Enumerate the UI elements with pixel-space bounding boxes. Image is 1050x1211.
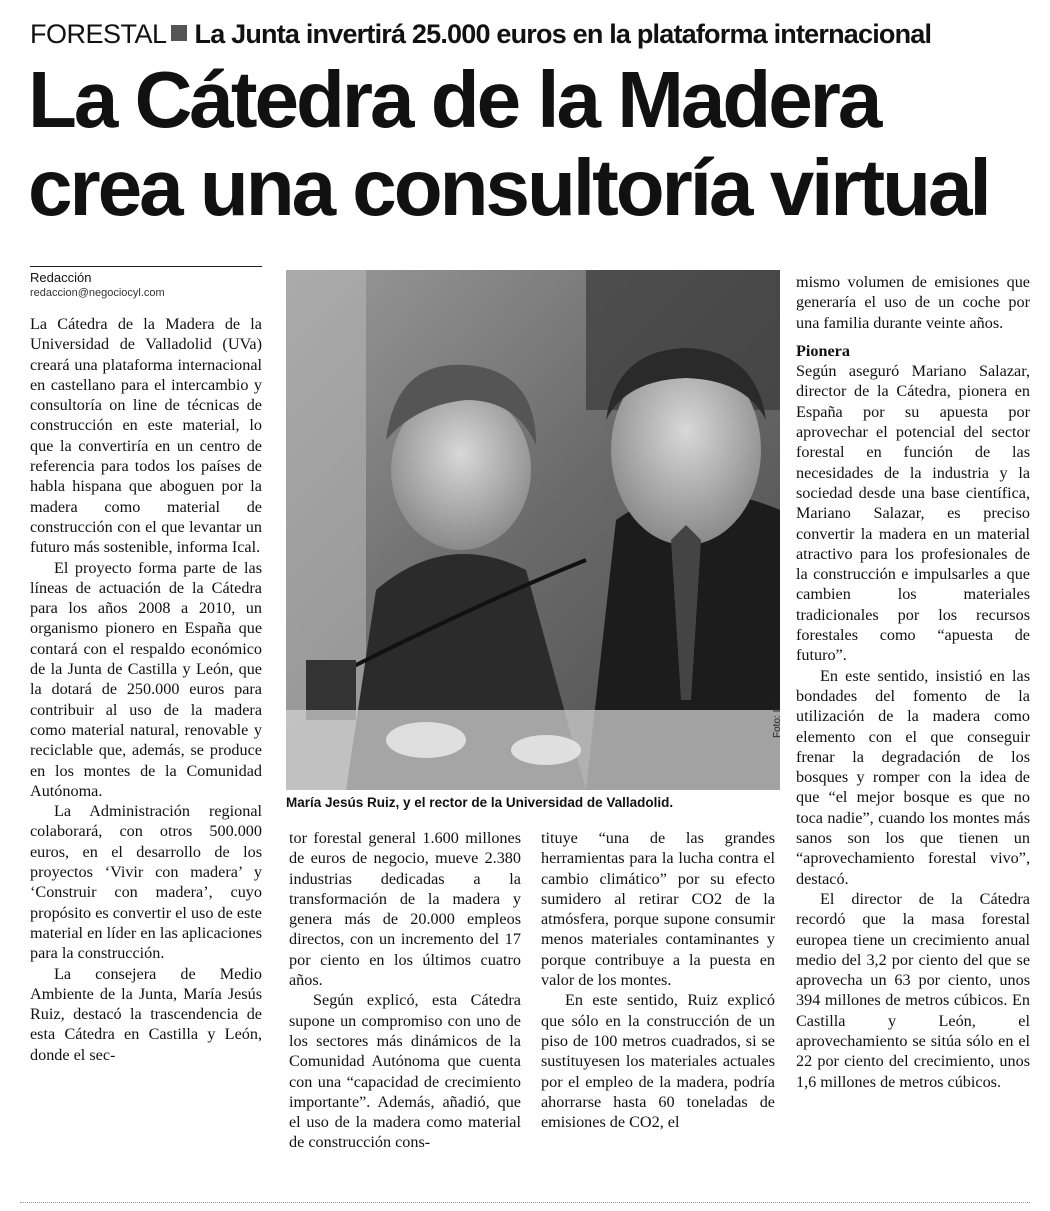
paragraph: Según explicó, esta Cátedra supone un compromiso con uno de los sectores más dinámicos de la Comunidad Autónoma que cuenta con una “capacidad de crecimiento importante”. Además, añadió, que el uso de la madera como material de construcción cons- bbox=[289, 991, 521, 1152]
headline-line-1: La Cátedra de la Madera bbox=[28, 55, 880, 144]
article-column-2 bbox=[289, 828, 521, 1198]
paragraph: El proyecto forma parte de las líneas de actuación de la Cátedra para los años 2008 a 2010, un organismo pionero en España que contará con el respaldo económico de la Junta de Castilla y León, que la dotará de 250.000 euros para contribuir al uso de la madera como material natural, renovable y reciclable que, además, se produce en los montes de la Comunidad Autónoma. bbox=[30, 558, 262, 800]
paragraph: En este sentido, Ruiz explicó que sólo en la construcción de un piso de 100 metros cuadrados, si se sustituyesen los materiales actuales por el empleo de la madera, podría ahorrarse hasta 60 toneladas de emisiones de CO2, el bbox=[541, 991, 775, 1132]
paragraph: La consejera de Medio Ambiente de la Junta, María Jesús Ruiz, destacó la trascendencia de esta Cátedra en Castilla y León, donde el sec- bbox=[30, 964, 262, 1064]
section-label: FORESTAL bbox=[30, 19, 167, 49]
article-column-4 bbox=[796, 272, 1030, 1192]
photo-illustration bbox=[286, 270, 780, 790]
paragraph: El director de la Cátedra recordó que la masa forestal europea tiene un crecimiento anual medio del 3,2 por ciento del que se aprovecha un 63 por ciento, unos 394 millones de metros cúbicos. En Castilla y León, el aprovechamiento se sitúa sólo en el 22 por ciento del crecimiento, unos 1,6 millones de metros cúbicos. bbox=[796, 889, 1030, 1091]
byline-email: redaccion@negociocyl.com bbox=[30, 287, 165, 299]
byline-author: Redacción bbox=[30, 270, 92, 285]
article-column-1 bbox=[30, 314, 262, 1194]
news-photo bbox=[286, 270, 780, 790]
kicker bbox=[30, 14, 1030, 54]
paragraph: La Cátedra de la Madera de la Universidad de Valladolid (UVa) creará una plataforma internacional en castellano para el intercambio y consultoría on line de técnicas de construcción en este material, lo que la convertiría en un centro de referencia para todos los países de habla hispana que aboguen por la madera como material de construcción con el que levantar un futuro más sostenible, informa Ical. bbox=[30, 315, 262, 557]
paragraph: tor forestal general 1.600 millones de euros de negocio, mueve 2.380 industrias dedicadas a la transformación de la madera y genera más de 20.000 empleos directos, con un incremento del 17 por ciento en los últimos cuatro años. bbox=[289, 829, 521, 990]
photo-credit: Foto: ICAL bbox=[772, 690, 783, 738]
paragraph: tituye “una de las grandes herramientas para la lucha contra el cambio climático” por su efecto sumidero al retirar CO2 de la atmósfera, porque supone consumir menos materiales contaminantes y porque contribuye a la puesta en valor de los montes. bbox=[541, 829, 775, 990]
headline-line-2: crea una consultoría virtual bbox=[28, 143, 989, 232]
subhead: Pionera bbox=[796, 341, 850, 360]
deck-headline: La Junta invertirá 25.000 euros en la plataforma internacional bbox=[194, 19, 932, 49]
paragraph: La Administración regional colaborará, con otros 500.000 euros, en el desarrollo de los proyectos ‘Vivir con madera’ y ‘Construir con madera’, cuyo propósito es convertir el uso de este material en líder en las aplicaciones para la construcción. bbox=[30, 802, 262, 963]
bottom-rule bbox=[20, 1202, 1030, 1203]
article-column-3 bbox=[541, 828, 775, 1198]
photo-caption: María Jesús Ruiz, y el rector de la Universidad de Valladolid. bbox=[286, 795, 674, 810]
paragraph: En este sentido, insistió en las bondades del fomento de la utilización de la madera como elemento con el que conseguir frenar la degradación de los bosques y romper con la idea de que “el mejor bosque es que no toca nadie”, cuando los montes más sanos son los que tienen un “aprovechamiento forestal vivo”, destacó. bbox=[796, 666, 1030, 888]
byline bbox=[30, 266, 262, 300]
paragraph: mismo volumen de emisiones que generaría el uso de un coche por una familia durante veinte años. bbox=[796, 273, 1030, 332]
paragraph: Según aseguró Mariano Salazar, director de la Cátedra, pionera en España por su apuesta por aprovechar el potencial del sector forestal en función de las necesidades de la industria y la sociedad desde una base científica, Mariano Salazar, es preciso convertir la madera en un material atractivo para los profesionales de la construcción e impulsarles a que cambien los materiales tradicionales por los recursos forestales como “apuesta de futuro”. bbox=[796, 362, 1030, 665]
headline bbox=[28, 56, 1038, 232]
square-bullet-icon bbox=[171, 25, 187, 41]
